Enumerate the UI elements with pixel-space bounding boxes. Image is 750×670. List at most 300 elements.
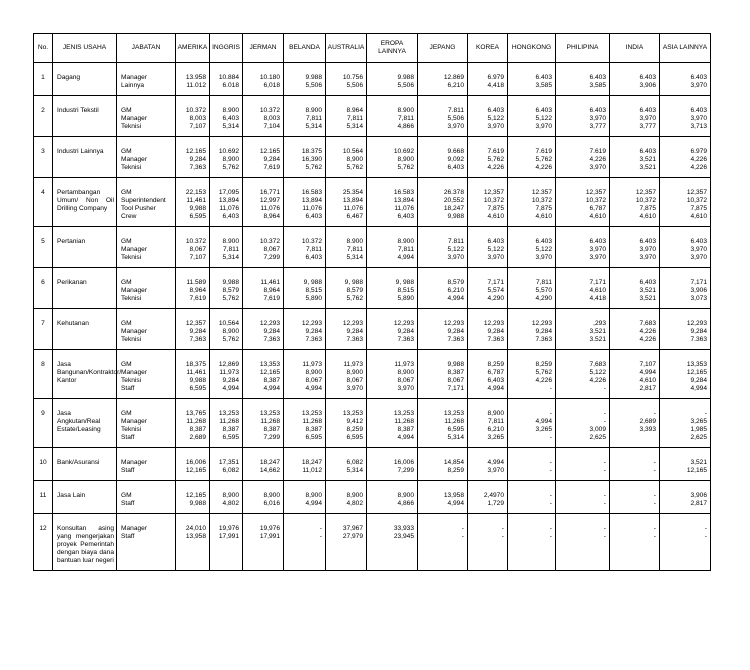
value-cell [610,137,660,178]
value-line: - [653,467,656,474]
value-line: 12,165 [686,369,707,376]
value-line: 6,595 [305,434,322,441]
value-line: 11,973 [219,369,239,376]
value-cell [610,399,660,448]
value-cell [367,399,418,448]
value-line: 8.900 [397,238,414,245]
value-line: 8,003 [189,115,206,122]
value-line: 17,351 [218,459,239,466]
value-cell [468,309,508,350]
value-line: 3,970 [639,115,656,122]
value-line: 7,299 [263,254,280,261]
value-line: 7.363 [690,336,707,343]
value-line: - [549,533,552,540]
value-line: 17,095 [218,189,239,196]
jabatan-line: Teknisi [121,426,142,433]
value-line: 7,811 [346,246,363,253]
value-line: 3,970 [346,385,363,392]
value-cell [210,268,243,309]
value-line: 5,314 [222,123,239,130]
jabatan-cell [117,309,176,350]
value-line: 6,467 [346,213,363,220]
value-line: 5,506 [397,82,414,89]
value-line: 8,387 [189,426,206,433]
value-cell [243,481,284,514]
value-line: 4,866 [397,500,414,507]
value-line: 9,284 [305,328,322,335]
value-line: 6,403 [447,164,464,171]
jabatan-line: Manager [121,74,148,81]
value-line: - [549,459,552,466]
value-line: 7.619 [535,148,552,155]
value-cell [660,137,711,178]
value-cell [418,178,468,227]
value-cell [284,399,326,448]
value-line: 3,585 [589,82,606,89]
value-line: 3,521 [639,156,656,163]
value-line: 8,964 [263,213,280,220]
table-row [34,481,711,514]
value-line: 8,579 [222,287,239,294]
value-line: 10,372 [686,197,707,204]
value-cell [508,63,556,96]
value-cell [610,514,660,571]
jabatan-line: GM [121,410,132,417]
value-line: 5,506 [305,82,322,89]
value-line: 9,988 [189,500,206,507]
value-line: 3,777 [639,123,656,130]
value-line: - [549,525,552,532]
value-line: 10,564 [218,320,239,327]
value-line: 7,619 [263,295,280,302]
value-cell [326,481,367,514]
value-line: 7.619 [589,148,606,155]
value-line: 4,610 [535,213,552,220]
value-line: 4,610 [639,213,656,220]
value-line: 6,018 [263,82,280,89]
value-line: 8,259 [487,361,504,368]
value-line: 12,293 [301,320,322,327]
value-cell [326,227,367,268]
value-cell [556,399,610,448]
value-line: 13,894 [342,197,363,204]
value-cell [556,63,610,96]
value-line: 8,387 [397,426,414,433]
value-line: 13,353 [259,361,280,368]
value-line: 11,973 [343,361,363,368]
jabatan-cell [117,96,176,137]
row-number: 2 [34,96,53,137]
jabatan-cell [117,63,176,96]
value-cell [326,268,367,309]
value-line: 8,067 [263,246,280,253]
value-line: 7.363 [397,336,414,343]
header-label: EROPA LAINNYA [378,40,406,55]
value-cell [367,137,418,178]
value-line: 6.403 [589,74,606,81]
value-line: 5,122 [487,115,504,122]
value-line: 11,012 [302,467,322,474]
value-cell [326,63,367,96]
value-line: 7.363 [346,336,363,343]
value-line: 4,226 [535,377,552,384]
jabatan-line: GM [121,148,132,155]
value-line: 6.403 [535,74,552,81]
row-number: 11 [34,481,53,514]
value-line: 9.988 [397,74,414,81]
value-line: 6,082 [222,467,239,474]
value-line: 4,994 [305,385,322,392]
value-cell [176,350,210,399]
value-line: 4,802 [222,500,239,507]
value-line: 6,016 [263,500,280,507]
jenis-usaha-cell: Jasa Angkutan/Real Estate/Leasing [53,399,117,448]
value-line: 2,625 [690,434,707,441]
value-line: 3,585 [535,82,552,89]
value-cell [610,178,660,227]
value-line: 8,900 [487,410,504,417]
jabatan-line: Manager [121,459,148,466]
value-cell [210,63,243,96]
value-cell [660,96,711,137]
value-line: 7,363 [189,336,206,343]
value-cell [610,309,660,350]
value-cell [284,350,326,399]
value-line: 6,595 [189,385,206,392]
value-line: 6,595 [447,426,464,433]
value-line: 8,067 [305,377,322,384]
value-line: 10.564 [342,148,363,155]
value-cell [660,268,711,309]
value-line: 3,970 [447,123,464,130]
jabatan-line: Superintendent [121,197,166,204]
value-line: 3,521 [639,164,656,171]
value-line: - [603,385,606,392]
value-cell [418,448,468,481]
value-cell [176,481,210,514]
value-line: - [704,410,707,417]
jabatan-line: Teknisi [121,336,142,343]
value-line: 13,958 [185,533,206,540]
value-line: 9,988 [189,377,206,384]
value-cell [284,448,326,481]
value-line: 8,900 [397,156,414,163]
jabatan-line: Staff [121,385,135,392]
value-line: 6.979 [487,74,504,81]
value-line: 6,403 [639,279,656,286]
value-line: 13,894 [301,197,322,204]
jabatan-line: Staff [121,533,135,540]
jenis-usaha-cell: Pertambangan Umum/ Non Oil Drilling Company [53,178,117,227]
value-line: 8,900 [346,492,363,499]
value-line: 3,521 [589,328,606,335]
value-line: 8,515 [305,287,322,294]
value-line: 10.372 [185,238,206,245]
value-line: 4,994 [305,500,322,507]
value-cell [243,63,284,96]
value-line: 12,357 [185,320,206,327]
header-label: BELANDA [289,44,320,51]
value-line: 7,875 [690,205,707,212]
jabatan-line: GM [121,361,132,368]
value-line: 7,107 [189,254,206,261]
value-cell [508,96,556,137]
value-line: 9,988 [447,361,464,368]
value-line: 3,970 [397,385,414,392]
value-line: 13,253 [342,410,363,417]
value-cell [418,96,468,137]
value-cell [243,96,284,137]
value-cell [610,63,660,96]
value-line: - [603,525,606,532]
value-cell [367,350,418,399]
value-cell [243,514,284,571]
jenis-usaha-cell: Dagang [53,63,117,96]
value-cell [243,227,284,268]
header-label: HONGKONG [511,44,552,51]
value-line: 6.403 [487,238,504,245]
jabatan-line: Staff [121,467,135,474]
value-line: - [603,418,606,425]
value-line: 8,964 [263,287,280,294]
value-line: - [653,459,656,466]
jabatan-cell [117,514,176,571]
value-cell [660,399,711,448]
jabatan-line: Lainnya [121,82,145,89]
value-line: 10.884 [218,74,239,81]
value-line: 6.403 [690,74,707,81]
value-line: 7,811 [535,279,552,286]
value-cell [418,399,468,448]
value-line: 3,970 [639,246,656,253]
value-line: 7,875 [639,205,656,212]
value-cell [610,481,660,514]
value-line: 11,973 [394,361,414,368]
value-cell [468,96,508,137]
value-line: 12,293 [686,320,707,327]
value-line: 5,890 [397,295,414,302]
value-line: 3,009 [589,426,606,433]
value-line: 5,314 [222,254,239,261]
jenis-usaha-cell: Konsultan asing yang mengerjakan proyek Pemerintah dengan biaya dana bantuan luar negeri [53,514,117,571]
value-cell [210,137,243,178]
value-cell [556,137,610,178]
jabatan-cell [117,350,176,399]
value-line: - [549,492,552,499]
value-line: 16.583 [393,189,414,196]
value-line: 5,574 [487,287,504,294]
value-line: 11,461 [186,197,206,204]
header-label: No. [37,44,49,51]
value-line: 23,945 [393,533,414,540]
value-line: 8,579 [447,279,464,286]
value-line: 10,372 [635,197,656,204]
value-line: 18,247 [259,459,280,466]
value-line: 9,284 [397,328,414,335]
value-cell [284,227,326,268]
value-line: 11,076 [343,205,363,212]
jabatan-cell [117,227,176,268]
value-cell [508,227,556,268]
value-cell [508,178,556,227]
value-cell [468,448,508,481]
jabatan-cell [117,137,176,178]
value-line: - [603,500,606,507]
row-number: 5 [34,227,53,268]
value-cell [284,178,326,227]
value-line: 4,610 [690,213,707,220]
value-line: 9,284 [690,328,707,335]
value-line: 5,570 [535,287,552,294]
value-line: - [549,467,552,474]
header-row [34,34,711,63]
value-line: 3,521 [690,459,707,466]
value-cell [468,178,508,227]
value-line: 6.403 [639,148,656,155]
value-line: ,293 [593,320,606,327]
value-line: 7.363 [305,336,322,343]
value-cell [176,178,210,227]
value-cell [284,481,326,514]
value-line: 19,976 [218,525,239,532]
value-line: 3,073 [690,295,707,302]
value-line: 9,412 [346,418,363,425]
jenis-usaha-cell: Kehutanan [53,309,117,350]
jabatan-line: Staff [121,434,135,441]
value-line: - [603,533,606,540]
value-line: 7,107 [189,123,206,130]
value-line: 6.018 [222,82,239,89]
value-line: 8,515 [397,287,414,294]
value-line: 12,165 [185,492,206,499]
value-cell [418,481,468,514]
value-line: 8,964 [189,287,206,294]
value-line: 10.372 [259,107,280,114]
jabatan-line: GM [121,189,132,196]
value-line: 9,284 [535,328,552,335]
value-line: 11,076 [394,205,414,212]
value-line: 12,293 [259,320,280,327]
jabatan-line: Manager [121,156,148,163]
value-cell [176,399,210,448]
header-cell [176,34,210,63]
value-line: 8.964 [346,107,363,114]
value-line: - [653,525,656,532]
jenis-usaha-cell: Pertanian [53,227,117,268]
value-line: 4,610 [589,213,606,220]
value-cell [508,399,556,448]
value-line: 10.372 [185,107,206,114]
value-line: 7.619 [487,148,504,155]
header-label: INGGRIS [212,44,240,51]
value-line: 3,521 [639,287,656,294]
table-row [34,309,711,350]
value-line: 4,994 [690,385,707,392]
value-line: 7,683 [639,320,656,327]
value-cell [508,309,556,350]
value-line: 10,372 [531,197,552,204]
value-cell [176,137,210,178]
row-number: 9 [34,399,53,448]
value-line: 5,762 [346,164,363,171]
value-line: 7,811 [222,246,239,253]
value-line: 8,387 [222,426,239,433]
value-cell [176,63,210,96]
value-line: 18,247 [443,205,464,212]
value-line: 3,777 [589,123,606,130]
value-line: 4,226 [690,164,707,171]
value-line: 3,265 [487,434,504,441]
value-line: 7,619 [189,295,206,302]
value-line: 5,314 [346,254,363,261]
table-row [34,227,711,268]
value-line: 8.900 [346,238,363,245]
value-line: 9,988 [447,213,464,220]
value-cell [468,481,508,514]
value-line: 8,900 [305,369,322,376]
value-line: 18,375 [185,361,206,368]
value-line: - [653,500,656,507]
jabatan-line: Manager [121,369,148,376]
header-cell [34,34,53,63]
value-line: 12,997 [259,197,280,204]
value-line: 9,284 [189,156,206,163]
jabatan-line: GM [121,492,132,499]
value-cell [610,227,660,268]
value-line: 9,284 [690,377,707,384]
value-cell [556,227,610,268]
value-cell [556,481,610,514]
value-cell [556,309,610,350]
value-line: 12,293 [393,320,414,327]
value-cell [508,268,556,309]
jenis-usaha-cell: Bank/Asuransi [53,448,117,481]
value-line: 22,153 [185,189,206,196]
value-line: 14,662 [259,467,280,474]
value-line: 5,890 [305,295,322,302]
jabatan-line: Manager [121,115,148,122]
value-line: 8,900 [305,492,322,499]
jenis-usaha-cell: Jasa Bangunan/Kontraktor/ Kantor [53,350,117,399]
value-line: 7.811 [447,107,464,114]
value-line: 4,226 [639,328,656,335]
value-line: 7,171 [690,279,707,286]
value-cell [418,268,468,309]
value-line: 3,970 [487,123,504,130]
table-row [34,178,711,227]
value-cell [284,96,326,137]
value-line: 6,210 [447,287,464,294]
value-cell [243,178,284,227]
value-cell [367,178,418,227]
value-line: 4,290 [535,295,552,302]
value-line: 12,357 [585,189,606,196]
jabatan-line: GM [121,238,132,245]
value-cell [610,448,660,481]
value-line: 5,506 [447,115,464,122]
salary-table [33,33,711,571]
value-line: 4,994 [639,369,656,376]
value-line: 6.403 [535,107,552,114]
value-line: 11,268 [444,418,464,425]
value-line: 13,253 [218,410,239,417]
value-line: 11,076 [219,205,239,212]
value-cell [210,481,243,514]
value-line: 8,900 [222,328,239,335]
value-cell [508,137,556,178]
value-cell [418,63,468,96]
jabatan-line: GM [121,320,132,327]
